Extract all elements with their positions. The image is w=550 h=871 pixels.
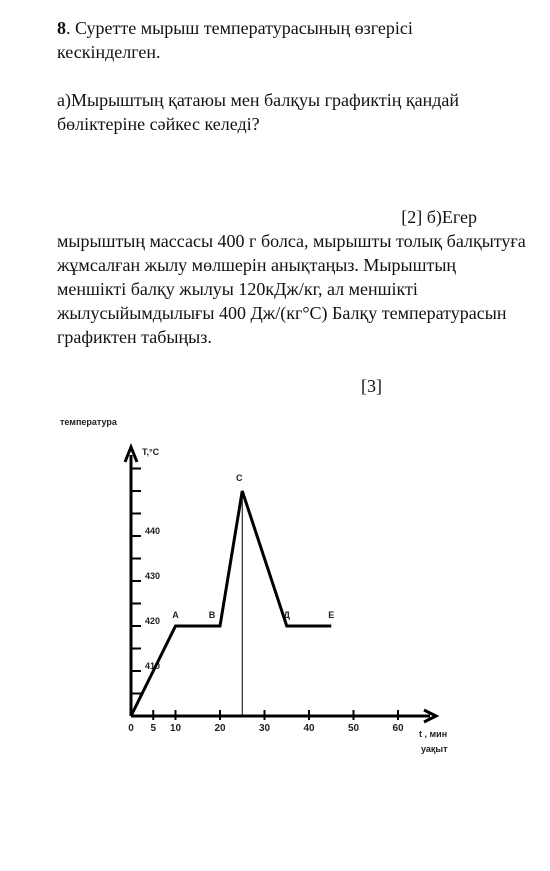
point-label: C <box>236 473 243 483</box>
point-label: Д <box>283 610 290 620</box>
x-axis-caption: уақыт <box>421 744 448 754</box>
intro-text: . Суретте мырыш температурасының өзгерісі кескінделген. <box>57 18 413 62</box>
temperature-curve <box>131 491 331 716</box>
x-tick-label: 30 <box>258 723 271 734</box>
graph-series <box>131 491 331 716</box>
y-tick-label: 440 <box>145 526 161 536</box>
graph-axes <box>125 447 436 722</box>
x-tick-label: 5 <box>150 723 157 734</box>
question-number: 8 <box>57 18 66 38</box>
point-label: A <box>172 610 179 620</box>
part-b-text: мырыштың массасы 400 г болса, мырышты толық балқытуға жұмсалған жылу мөлшерін анықтаңыз. Мырыштың меншікті балқу жылуы 120кДж/кг, ал меншікті жылусыйымдылығы 400 Дж/(кг°С) Балқу температурасын графиктен табыңыз. <box>57 231 526 347</box>
point-label: B <box>208 610 216 620</box>
mark-b: [3] <box>361 376 382 396</box>
part-b-start: б)Егер <box>422 207 477 227</box>
x-tick-label: 0 <box>128 723 134 734</box>
x-tick-label: 20 <box>214 723 226 734</box>
point-label: E <box>328 610 335 620</box>
y-tick-label: 420 <box>145 616 161 626</box>
chart-title: температура <box>60 417 117 427</box>
mark-a: [2] <box>401 207 423 227</box>
graph-labels <box>60 417 448 754</box>
x-tick-label: 40 <box>303 723 315 734</box>
y-tick-label: 430 <box>145 571 161 581</box>
part-a-text: а)Мырыштың қатаюы мен балқуы графиктің қандай бөліктеріне сәйкес келеді? <box>57 90 459 134</box>
x-axis-label: t , мин <box>419 729 448 739</box>
graph-ticks <box>131 469 398 721</box>
x-tick-label: 50 <box>347 723 360 734</box>
y-axis-label: T,°C <box>142 447 160 457</box>
x-tick-label: 60 <box>392 723 404 734</box>
x-tick-label: 10 <box>169 723 182 734</box>
y-tick-label: 410 <box>145 661 161 671</box>
